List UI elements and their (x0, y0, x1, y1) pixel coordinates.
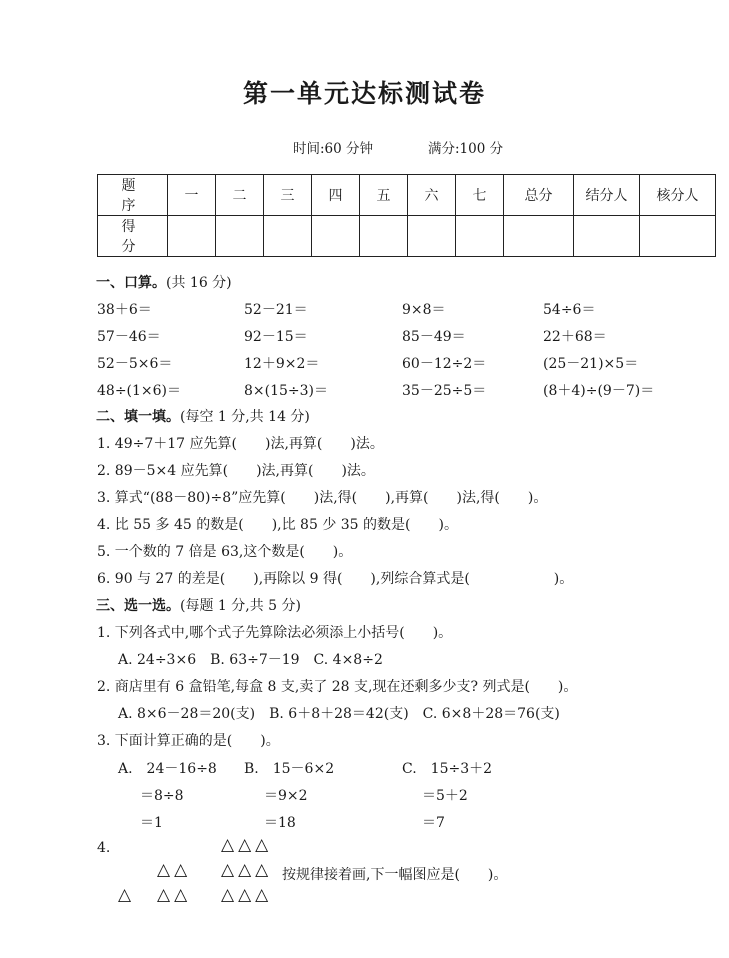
score-table-header-cell: 总分 (504, 175, 574, 216)
exam-time: 时间:60 分钟 (293, 141, 374, 157)
triangle-pattern-row: △△ (157, 860, 192, 880)
section-1-title: 一、口算。 (96, 275, 166, 291)
score-table-header-row (98, 175, 716, 216)
fill-question: 6. 90 与 27 的差是( ),再除以 9 得( ),列综合算式是( )。 (97, 571, 574, 587)
oral-problem: 57－46＝ (97, 329, 161, 345)
option-b-line: ＝18 (264, 815, 296, 831)
score-cell[interactable] (360, 216, 408, 257)
section-3-title: 三、选一选。 (96, 598, 180, 614)
section-2-title: 二、填一填。 (96, 409, 180, 425)
oral-problem: 9×8＝ (402, 302, 446, 318)
full-score: 满分:100 分 (428, 141, 504, 157)
choice-question: 2. 商店里有 6 盒铅笔,每盒 8 支,卖了 28 支,现在还剩多少支? 列式是( )。 (97, 679, 578, 695)
choice-options: A. 24÷3×6 B. 63÷7－19 C. 4×8÷2 (118, 652, 383, 668)
section-1-heading (96, 272, 232, 292)
option-a-line: ＝8÷8 (140, 788, 184, 804)
option-b-line: B. 15－6×2 (244, 761, 335, 777)
score-table-header-cell: 七 (456, 175, 504, 216)
option-a-line: A. 24－16÷8 (118, 761, 217, 777)
oral-problem: (8＋4)÷(9－7)＝ (543, 383, 655, 399)
option-b-line: ＝9×2 (264, 788, 308, 804)
score-table-header-cell: 六 (408, 175, 456, 216)
score-table-header-cell: 四 (312, 175, 360, 216)
fill-question: 2. 89－5×4 应先算( )法,再算( )法。 (97, 463, 375, 479)
score-table-header-cell: 题 序 (98, 175, 168, 216)
oral-problem: 35－25÷5＝ (402, 383, 487, 399)
oral-problem: 85－49＝ (402, 329, 466, 345)
score-table-header-cell: 三 (264, 175, 312, 216)
score-cell[interactable] (408, 216, 456, 257)
oral-problem: 8×(15÷3)＝ (244, 383, 329, 399)
section-3-note: (每题 1 分,共 5 分) (180, 598, 301, 614)
score-cell[interactable] (504, 216, 574, 257)
score-table-score-row (98, 216, 716, 257)
score-table-header-cell: 二 (216, 175, 264, 216)
score-cell[interactable] (574, 216, 640, 257)
score-cell[interactable] (216, 216, 264, 257)
choice-question: 1. 下列各式中,哪个式子先算除法必须添上小括号( )。 (97, 625, 453, 641)
score-cell[interactable] (456, 216, 504, 257)
question-4-number: 4. (97, 840, 111, 856)
score-table (97, 174, 716, 257)
section-3-heading (96, 595, 301, 615)
option-c-line: C. 15÷3＋2 (402, 761, 493, 777)
oral-problem: 60－12÷2＝ (402, 356, 487, 372)
fill-question: 3. 算式“(88－80)÷8”应先算( )法,得( ),再算( )法,得( )。 (97, 490, 548, 506)
page-title: 第一单元达标测试卷 (242, 79, 486, 108)
section-2-heading (96, 406, 310, 426)
score-cell[interactable] (264, 216, 312, 257)
triangle-pattern-row: △△△ (221, 885, 273, 905)
oral-problem: (25－21)×5＝ (543, 356, 639, 372)
oral-problem: 22＋68＝ (543, 329, 607, 345)
score-table-header-cell: 五 (360, 175, 408, 216)
score-table-header-cell: 结分人 (574, 175, 640, 216)
triangle-pattern-row: △△ (157, 885, 192, 905)
triangle-pattern-row: △ (118, 885, 136, 905)
fill-question: 5. 一个数的 7 倍是 63,这个数是( )。 (97, 544, 353, 560)
choice-question: 按规律接着画,下一幅图应是( )。 (282, 867, 508, 883)
choice-options: A. 8×6－28＝20(支) B. 6＋8＋28＝42(支) C. 6×8＋28＝76(支) (118, 706, 560, 722)
oral-problem: 52－5×6＝ (97, 356, 173, 372)
score-cell[interactable] (640, 216, 716, 257)
oral-problem: 12＋9×2＝ (244, 356, 320, 372)
triangle-pattern-row: △△△ (221, 860, 273, 880)
score-table-header-cell: 一 (168, 175, 216, 216)
score-table-header-cell: 核分人 (640, 175, 716, 216)
oral-problem: 38＋6＝ (97, 302, 152, 318)
fill-question: 4. 比 55 多 45 的数是( ),比 85 少 35 的数是( )。 (97, 517, 458, 533)
oral-problem: 92－15＝ (244, 329, 308, 345)
score-table-score-label: 得 分 (98, 216, 168, 257)
triangle-pattern-row: △△△ (221, 835, 273, 855)
section-1-note: (共 16 分) (166, 275, 232, 291)
oral-problem: 52－21＝ (244, 302, 308, 318)
oral-problem: 54÷6＝ (543, 302, 596, 318)
oral-problem: 48÷(1×6)＝ (97, 383, 182, 399)
option-a-line: ＝1 (140, 815, 163, 831)
section-2-note: (每空 1 分,共 14 分) (180, 409, 310, 425)
fill-question: 1. 49÷7＋17 应先算( )法,再算( )法。 (97, 436, 384, 452)
option-c-line: ＝7 (422, 815, 445, 831)
score-cell[interactable] (312, 216, 360, 257)
choice-question: 3. 下面计算正确的是( )。 (97, 733, 280, 749)
option-c-line: ＝5＋2 (422, 788, 468, 804)
